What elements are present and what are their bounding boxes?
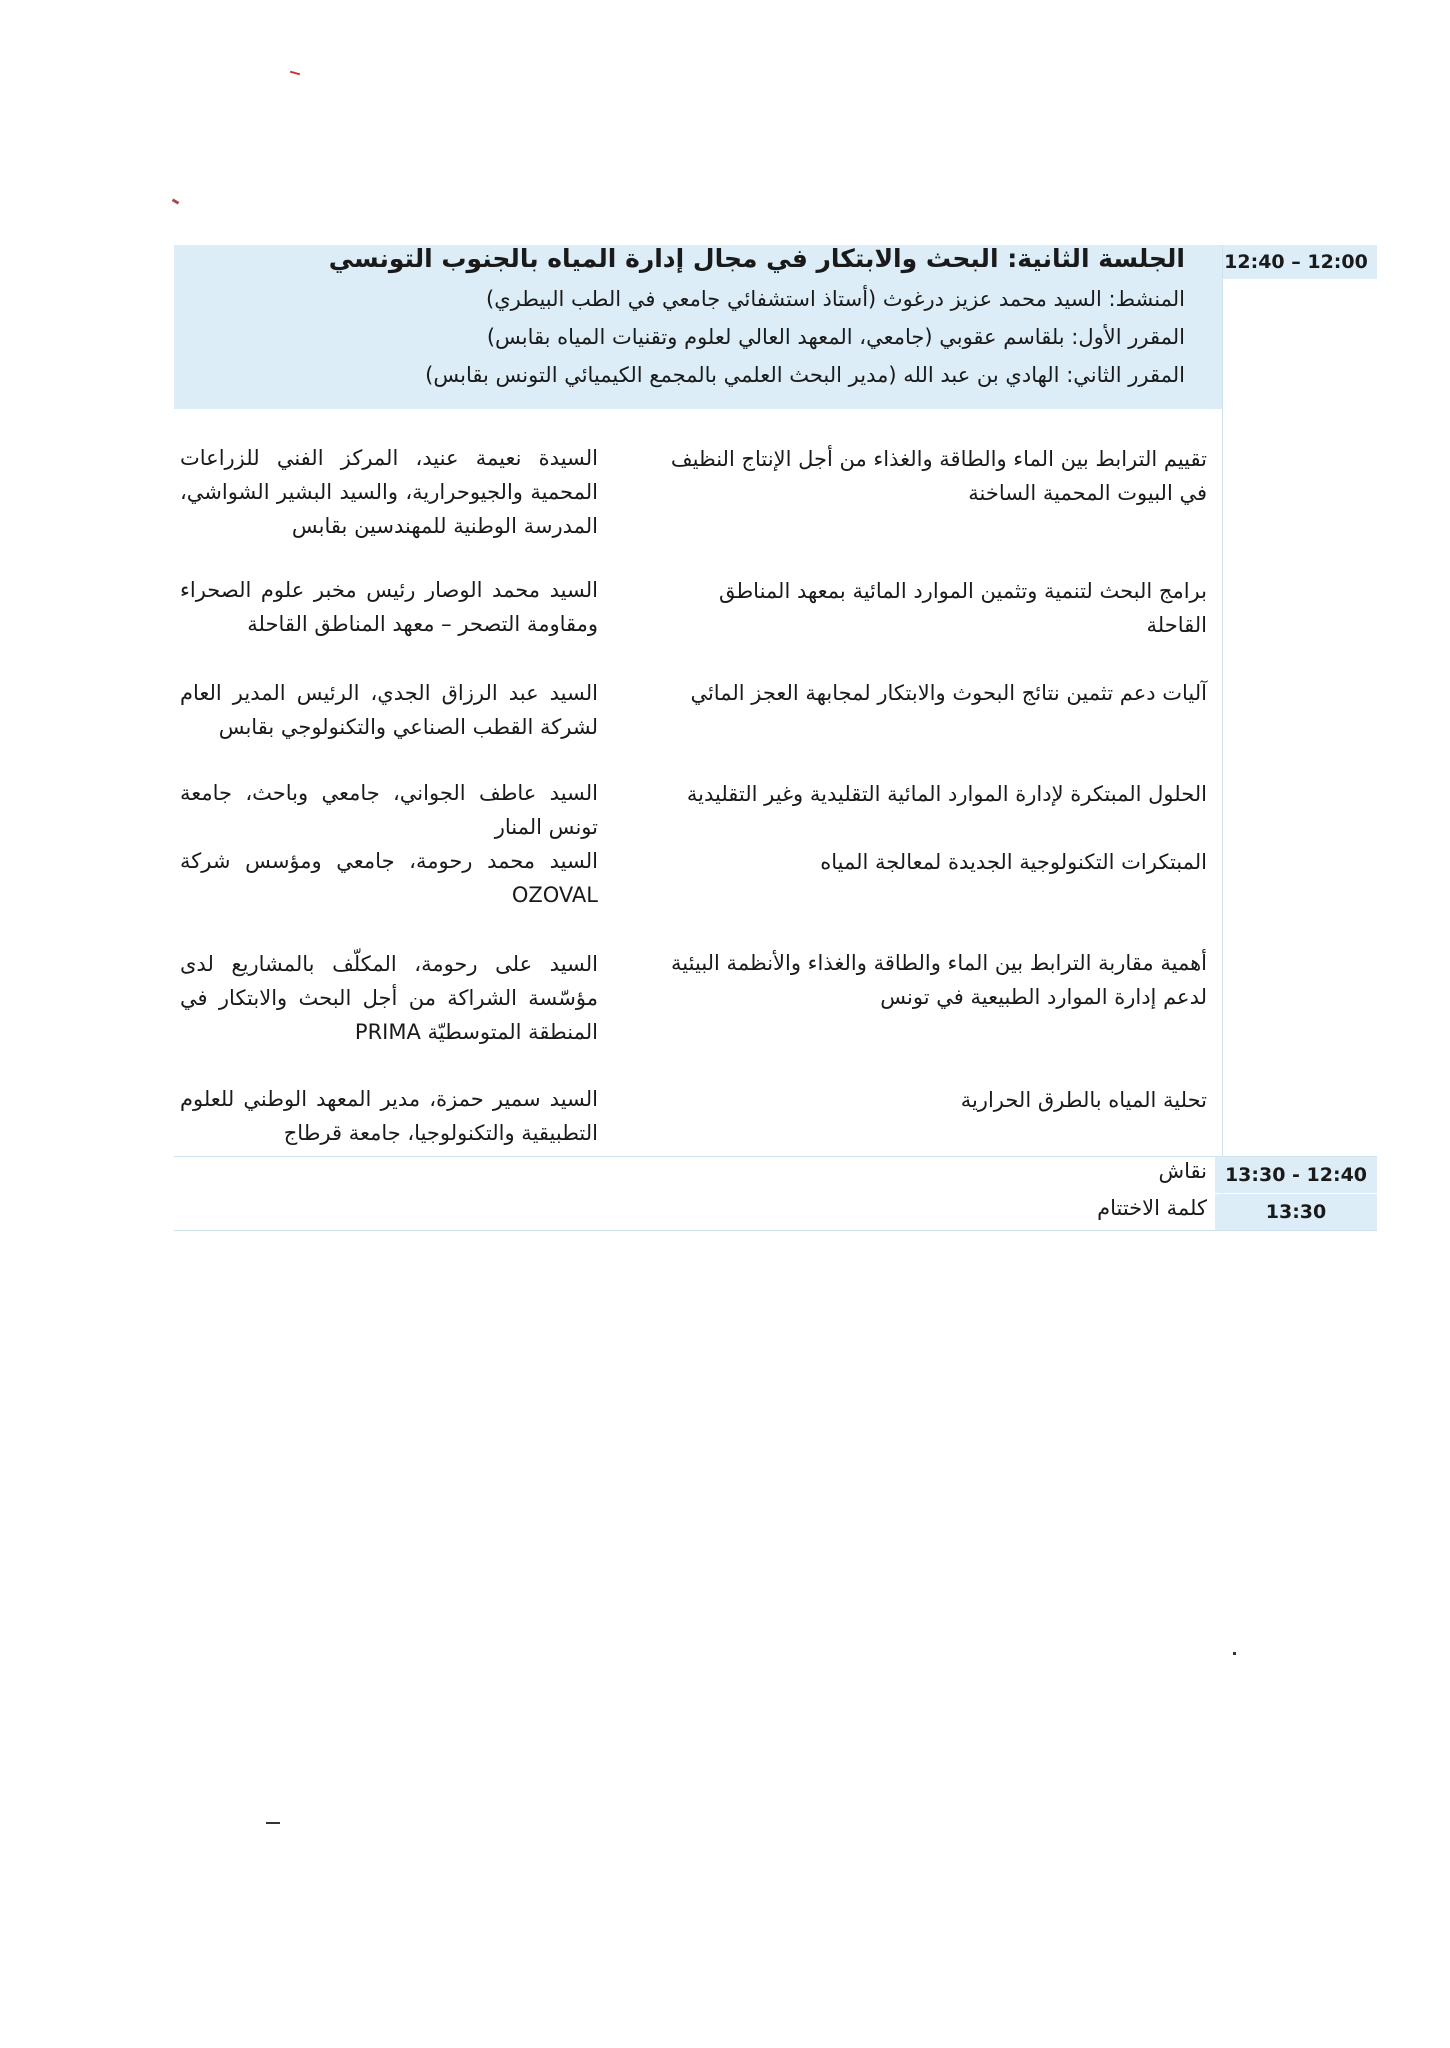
talk-title: المبتكرات التكنولوجية الجديدة لمعالجة المياه	[820, 850, 1207, 874]
row-divider	[174, 1230, 1377, 1231]
session-title: الجلسة الثانية: البحث والابتكار في مجال إدارة المياه بالجنوب التونسي	[328, 244, 1185, 273]
talk-title: تقييم الترابط بين الماء والطاقة والغذاء من أجل الإنتاج النظيف في البيوت المحمية الساخنة	[670, 447, 1207, 505]
scan-speck	[172, 198, 180, 204]
talk-title: تحلية المياه بالطرق الحرارية	[960, 1088, 1207, 1112]
session-rapporteur-2: المقرر الثاني: الهادي بن عبد الله (مدير البحث العلمي بالمجمع الكيميائي التونس بقابس)	[425, 363, 1185, 387]
talk-speaker: السيد عبد الرزاق الجدي، الرئيس المدير العام لشركة القطب الصناعي والتكنولوجي بقابس	[180, 681, 598, 739]
talk-speaker: السيد عاطف الجواني، جامعي وباحث، جامعة تونس المنار	[180, 781, 598, 839]
session-rapporteur-1: المقرر الأول: بلقاسم عقوبي (جامعي، المعهد العالي لعلوم وتقنيات المياه بقابس)	[486, 325, 1185, 349]
scan-speck	[290, 71, 300, 76]
talk-speaker: السيدة نعيمة عنيد، المركز الفني للزراعات المحمية والجيوحرارية، والسيد البشير الشواشي، المدرسة الوطنية للمهندسين بقابس	[180, 446, 598, 538]
talk-speaker: السيد سمير حمزة، مدير المعهد الوطني للعلوم التطبيقية والتكنولوجيا، جامعة قرطاج	[180, 1087, 598, 1145]
scan-speck	[266, 1822, 280, 1824]
row-divider	[174, 1156, 1377, 1157]
discussion-time: 13:30 - 12:40	[1215, 1157, 1377, 1193]
column-divider	[1222, 245, 1223, 1230]
session-time: 12:40 – 12:00	[1215, 245, 1377, 279]
talk-title: آليات دعم تثمين نتائج البحوث والابتكار لمجابهة العجز المائي	[690, 681, 1207, 705]
talk-title: الحلول المبتكرة لإدارة الموارد المائية التقليدية وغير التقليدية	[686, 782, 1207, 806]
talk-speaker: السيد على رحومة، المكلّف بالمشاريع لدى مؤسّسة الشراكة من أجل البحث والابتكار في المنطقة المتوسطيّة PRIMA	[180, 952, 598, 1044]
talk-title: برامج البحث لتنمية وتثمين الموارد المائية بمعهد المناطق القاحلة	[718, 579, 1207, 637]
closing-time: 13:30	[1215, 1194, 1377, 1230]
scan-speck	[1233, 1652, 1236, 1655]
session-moderator: المنشط: السيد محمد عزيز درغوث (أستاذ استشفائي جامعي في الطب البيطري)	[486, 287, 1185, 311]
talk-speaker: السيد محمد رحومة، جامعي ومؤسس شركة OZOVAL	[180, 849, 598, 907]
talk-speaker: السيد محمد الوصار رئيس مخبر علوم الصحراء ومقاومة التصحر – معهد المناطق القاحلة	[180, 578, 598, 636]
closing-label: كلمة الاختتام	[1097, 1196, 1207, 1220]
discussion-label: نقاش	[1158, 1159, 1207, 1183]
talk-title: أهمية مقاربة الترابط بين الماء والطاقة والغذاء والأنظمة البيئية لدعم إدارة الموارد الطبيعية في تونس	[671, 951, 1207, 1009]
